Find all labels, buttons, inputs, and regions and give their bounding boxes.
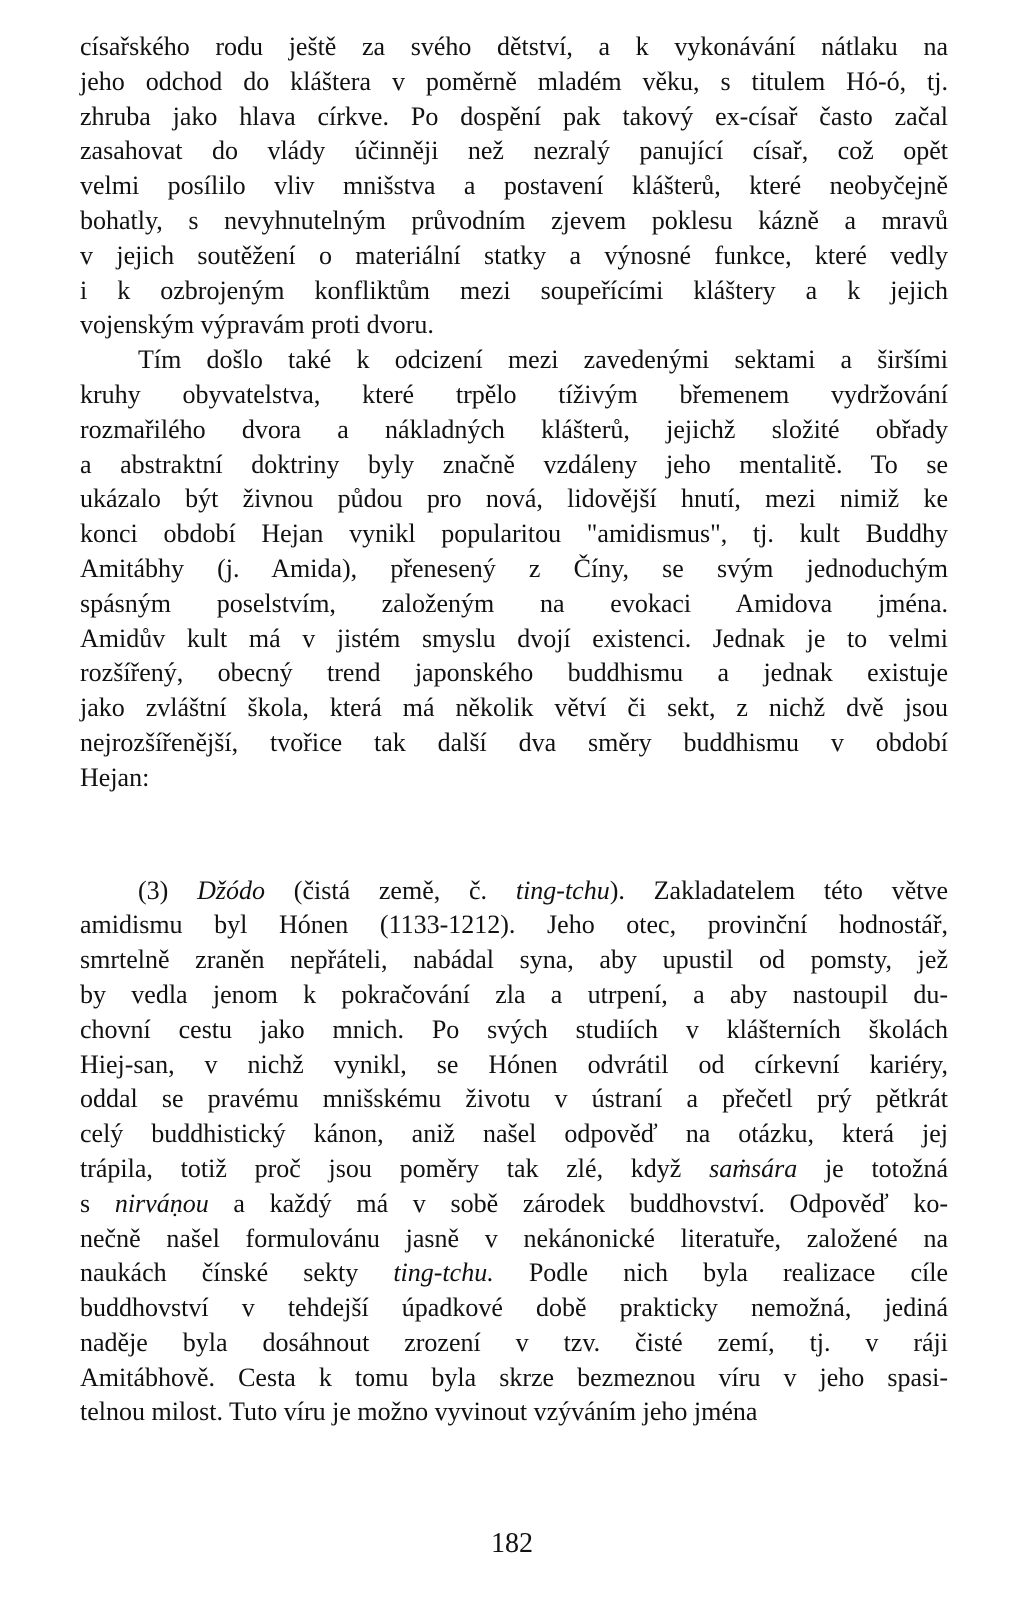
- text-line: [80, 978, 948, 1013]
- text-line: [80, 274, 948, 309]
- text-run: Hejan:: [80, 762, 150, 792]
- text-run: smrtelně zraněn nepřáteli, nabádal syna, aby upustil od pomsty, jež: [80, 945, 948, 975]
- italic-term: Džódo: [197, 875, 266, 905]
- text-run: i k ozbrojeným konfliktům mezi soupeřícími kláštery a k jejich: [80, 275, 948, 305]
- text-run: Amitábhově. Cesta k tomu byla skrze bezmeznou víru v jeho spasi-: [80, 1362, 948, 1392]
- text-run: ukázalo být živnou půdou pro nová, lidovější hnutí, mezi nimiž ke: [80, 484, 948, 514]
- text-run: celý buddhistický kánon, aniž našel odpověď na otázku, která jej: [80, 1119, 948, 1149]
- text-line: [80, 1082, 948, 1117]
- text-run: telnou milost. Tuto víru je možno vyvinout vzýváním jeho jména: [80, 1397, 758, 1427]
- text-run: nečně našel formulovánu jasně v nekánonické literatuře, založené na: [80, 1223, 948, 1253]
- text-line: [80, 726, 948, 761]
- italic-term: ting-tchu.: [393, 1258, 494, 1288]
- text-run: je totožná: [797, 1153, 948, 1183]
- paragraph-2: [80, 343, 948, 795]
- text-line: [80, 1222, 948, 1257]
- page-body: [80, 30, 948, 1430]
- text-run: trápila, totiž proč jsou poměry tak zlé, když: [80, 1153, 710, 1183]
- text-run: Podle nich byla realizace cíle: [493, 1258, 948, 1288]
- text-run: císařského rodu ještě za svého dětství, a k vykonávání nátlaku na: [80, 32, 948, 61]
- text-run: Hiej-san, v nichž vynikl, se Hónen odvrátil od církevní kariéry,: [80, 1049, 948, 1079]
- text-line: [80, 1187, 948, 1222]
- text-run: zhruba jako hlava církve. Po dospění pak takový ex-císař často začal: [80, 101, 948, 131]
- text-run: oddal se pravému mnišskému životu v ústraní a přečetl prý pětkrát: [80, 1084, 948, 1114]
- text-run: buddhovství v tehdejší úpadkové době prakticky nemožná, jediná: [80, 1293, 948, 1323]
- text-run: a každý má v sobě zárodek buddhovství. Odpověď ko-: [208, 1188, 949, 1218]
- text-run: a abstraktní doktriny byly značně vzdáleny jeho mentalitě. To se: [80, 449, 948, 479]
- text-run: Amidův kult má v jistém smyslu dvojí existenci. Jednak je to velmi: [80, 623, 948, 653]
- text-line: [80, 517, 948, 552]
- text-line: [80, 204, 948, 239]
- text-line: [80, 448, 948, 483]
- text-run: vojenským výpravám proti dvoru.: [80, 310, 434, 340]
- text-line: [80, 413, 948, 448]
- text-run: jako zvláštní škola, která má několik větví či sekt, z nichž dvě jsou: [80, 693, 948, 723]
- text-line: [80, 482, 948, 517]
- text-line: [80, 30, 948, 65]
- text-run: v jejich soutěžení o materiální statky a výnosné funkce, které vedly: [80, 240, 948, 270]
- text-line: [80, 169, 948, 204]
- text-line: [80, 908, 948, 943]
- text-run: chovní cestu jako mnich. Po svých studiích v klášterních školách: [80, 1014, 948, 1044]
- text-line: [80, 1117, 948, 1152]
- text-run: jeho odchod do kláštera v poměrně mladém věku, s titulem Hó-ó, tj.: [80, 66, 948, 96]
- text-line: [80, 1291, 948, 1326]
- text-line: [80, 943, 948, 978]
- text-line: [80, 552, 948, 587]
- text-line: [80, 343, 948, 378]
- text-run: Tím došlo také k odcizení mezi zavedenými sektami a širšími: [138, 345, 948, 375]
- paragraph-3: [80, 874, 948, 1431]
- text-line: [80, 761, 948, 796]
- text-run: naukách čínské sekty: [80, 1258, 394, 1288]
- text-line: [80, 378, 948, 413]
- text-line: [80, 1048, 948, 1083]
- text-run: velmi posílilo vliv mnišstva a postavení klášterů, které neobyčejně: [80, 171, 948, 201]
- text-run: kruhy obyvatelstva, které trpělo tíživým břemenem vydržování: [80, 379, 948, 409]
- text-line: [80, 1013, 948, 1048]
- italic-term: nirváṇou: [114, 1188, 209, 1218]
- text-run: bohatly, s nevyhnutelným průvodním zjevem poklesu kázně a mravů: [80, 205, 948, 235]
- paragraph-1: [80, 30, 948, 343]
- text-run: rozšířený, obecný trend japonského buddhismu a jednak existuje: [80, 658, 948, 688]
- text-line: [80, 1256, 948, 1291]
- text-run: spásným poselstvím, založeným na evokaci Amidova jména.: [80, 588, 948, 618]
- text-run: zasahovat do vlády účinněji než nezralý panující císař, což opět: [80, 136, 948, 166]
- text-run: Amitábhy (j. Amida), přenesený z Číny, se svým jednoduchým: [80, 553, 948, 583]
- paragraph-gap: [80, 796, 948, 874]
- text-run: (3): [138, 875, 198, 905]
- text-line: [80, 1326, 948, 1361]
- text-line: [80, 308, 948, 343]
- text-line: [80, 65, 948, 100]
- text-line: [80, 656, 948, 691]
- text-run: rozmařilého dvora a nákladných klášterů, jejichž složité obřady: [80, 414, 948, 444]
- text-line: [80, 1361, 948, 1396]
- text-line: [80, 587, 948, 622]
- italic-term: saṁsára: [709, 1153, 798, 1183]
- text-line: [80, 100, 948, 135]
- text-run: naděje byla dosáhnout zrození v tzv. čisté zemí, tj. v ráji: [80, 1327, 948, 1357]
- italic-term: ting-tchu: [515, 875, 610, 905]
- text-line: [80, 874, 948, 909]
- text-run: ). Zakladatelem této větve: [609, 875, 948, 905]
- page-number: 182: [491, 1528, 533, 1559]
- text-run: amidismu byl Hónen (1133-1212). Jeho otec, provinční hodnostář,: [80, 910, 948, 940]
- text-run: nejrozšířenější, tvořice tak další dva směry buddhismu v období: [80, 727, 948, 757]
- text-line: [80, 622, 948, 657]
- text-line: [80, 691, 948, 726]
- text-run: by vedla jenom k pokračování zla a utrpení, a aby nastoupil du-: [80, 979, 948, 1009]
- text-run: s: [80, 1188, 115, 1218]
- text-line: [80, 1395, 948, 1430]
- text-line: [80, 1152, 948, 1187]
- text-run: konci období Hejan vynikl popularitou "amidismus", tj. kult Buddhy: [80, 519, 948, 549]
- text-line: [80, 134, 948, 169]
- text-run: (čistá země, č.: [265, 875, 516, 905]
- text-line: [80, 239, 948, 274]
